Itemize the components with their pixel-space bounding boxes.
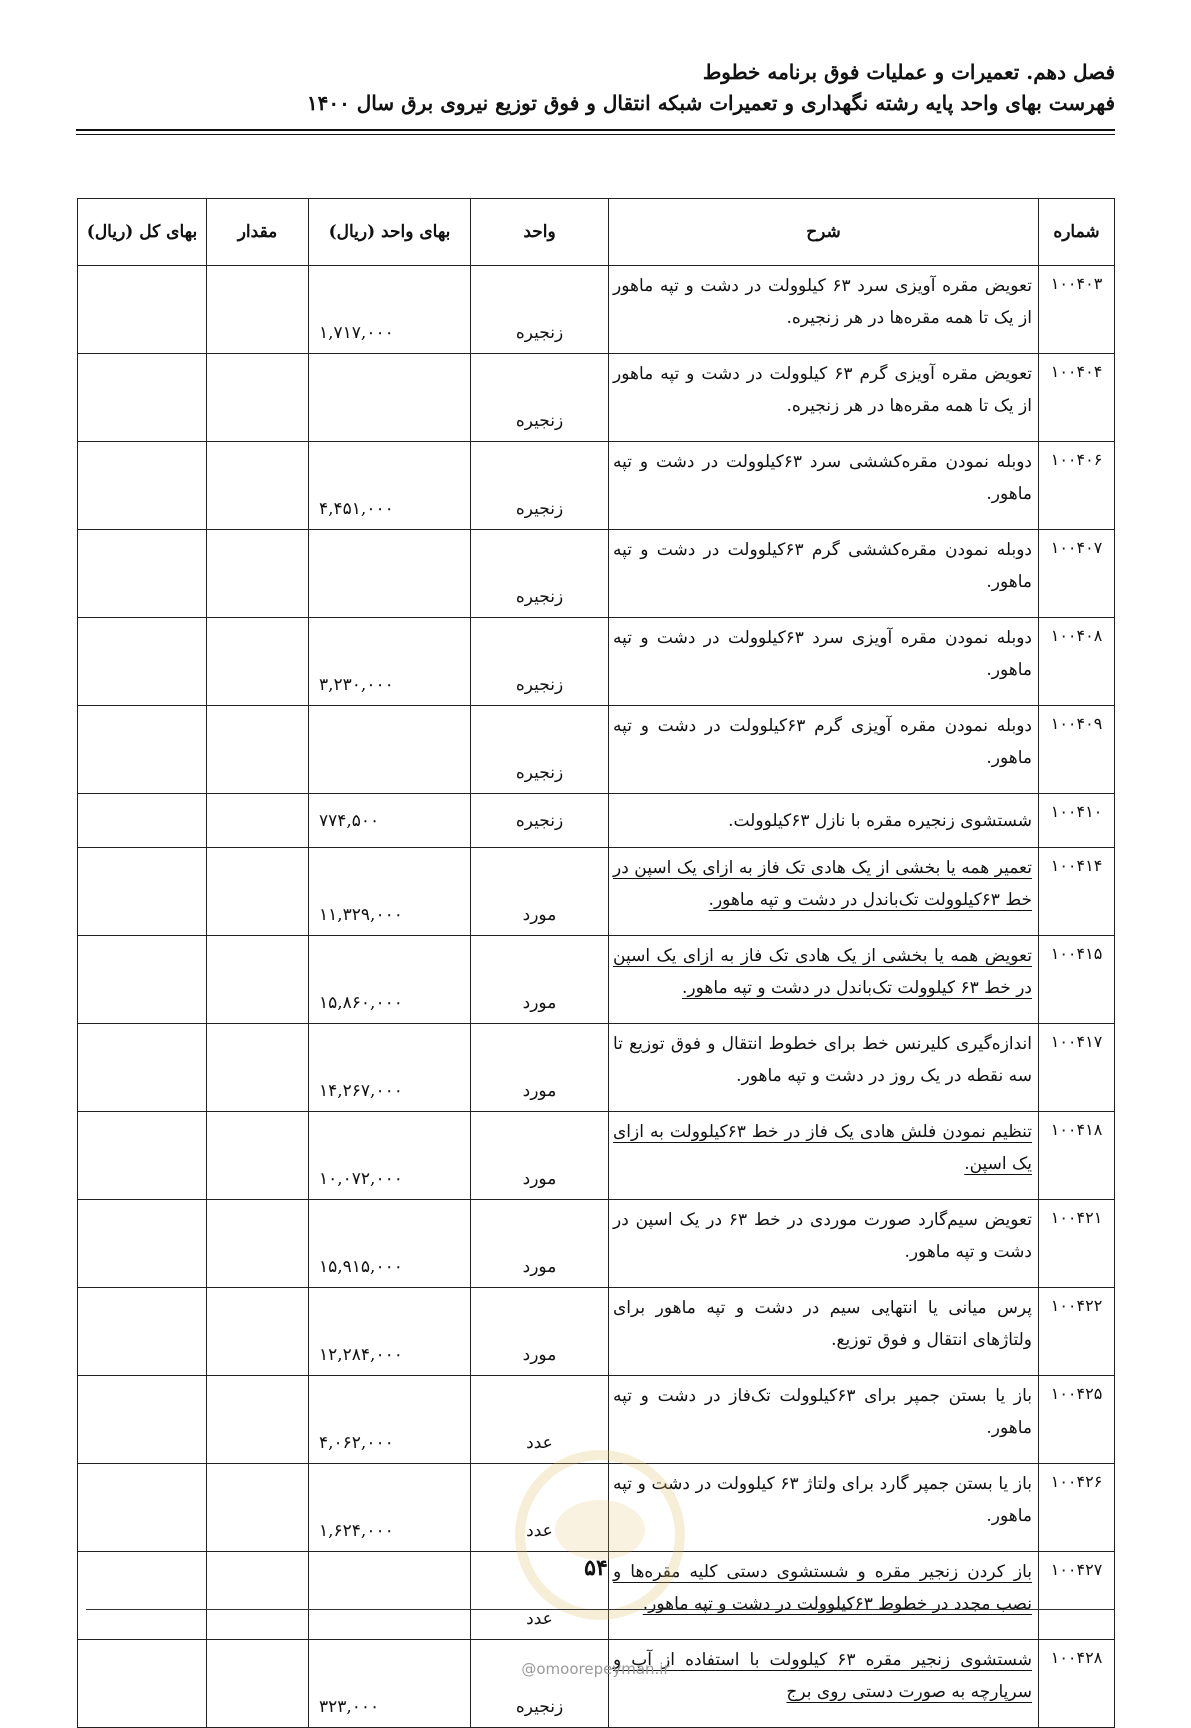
item-unit-price: ۱,۶۲۴,۰۰۰ — [309, 1464, 471, 1552]
item-quantity — [207, 1112, 309, 1200]
table-row — [78, 1200, 1115, 1288]
page-number: ۵۴ — [584, 1555, 608, 1581]
item-quantity — [207, 936, 309, 1024]
item-unit: زنجیره — [471, 354, 609, 442]
table-row — [78, 1112, 1115, 1200]
item-total — [78, 1640, 207, 1728]
item-description-text: تعمیر همه یا بخشی از یک هادی تک فاز به ازای یک اسپن در خط ۶۳کیلوولت تک‌باندل در دشت و تپه ماهور. — [613, 858, 1032, 910]
item-unit-price — [309, 706, 471, 794]
item-quantity — [207, 1200, 309, 1288]
item-quantity — [207, 1640, 309, 1728]
item-number: ۱۰۰۴۲۷ — [1039, 1552, 1115, 1640]
page-header — [76, 56, 1115, 118]
item-quantity — [207, 1024, 309, 1112]
item-quantity — [207, 794, 309, 848]
item-total — [78, 1464, 207, 1552]
item-quantity — [207, 1376, 309, 1464]
table-row — [78, 706, 1115, 794]
item-number: ۱۰۰۴۰۳ — [1039, 266, 1115, 354]
item-description: شستشوی زنجیره مقره با نازل ۶۳کیلوولت. — [609, 794, 1039, 848]
item-number: ۱۰۰۴۲۲ — [1039, 1288, 1115, 1376]
list-title: فهرست بهای واحد پایه رشته نگهداری و تعمیرات شبکه انتقال و فوق توزیع نیروی برق سال ۱۴۰۰ — [306, 91, 1115, 115]
item-quantity — [207, 1552, 309, 1640]
item-unit-price: ۱۰,۰۷۲,۰۰۰ — [309, 1112, 471, 1200]
item-quantity — [207, 442, 309, 530]
item-unit-price — [309, 530, 471, 618]
item-description: تعویض مقره آویزی گرم ۶۳ کیلوولت در دشت و تپه ماهور از یک تا همه مقره‌ها در هر زنجیره. — [609, 354, 1039, 442]
item-number: ۱۰۰۴۲۵ — [1039, 1376, 1115, 1464]
item-unit-price: ۱۵,۸۶۰,۰۰۰ — [309, 936, 471, 1024]
item-unit: زنجیره — [471, 1640, 609, 1728]
item-unit-price: ۴,۴۵۱,۰۰۰ — [309, 442, 471, 530]
item-total — [78, 706, 207, 794]
header-unit-price: بهای واحد (ریال) — [309, 199, 471, 266]
item-quantity — [207, 354, 309, 442]
item-number: ۱۰۰۴۰۸ — [1039, 618, 1115, 706]
item-unit: عدد — [471, 1376, 609, 1464]
item-unit-price: ۳,۲۳۰,۰۰۰ — [309, 618, 471, 706]
item-total — [78, 1200, 207, 1288]
table-row — [78, 1288, 1115, 1376]
item-description — [609, 848, 1039, 936]
item-unit: عدد — [471, 1464, 609, 1552]
table-row — [78, 442, 1115, 530]
chapter-title: فصل دهم. تعمیرات و عملیات فوق برنامه خطوط — [702, 60, 1115, 84]
item-unit-price: ۷۷۴,۵۰۰ — [309, 794, 471, 848]
item-unit-price: ۴,۰۶۲,۰۰۰ — [309, 1376, 471, 1464]
item-total — [78, 794, 207, 848]
item-unit: مورد — [471, 848, 609, 936]
item-unit: مورد — [471, 1288, 609, 1376]
table-row — [78, 848, 1115, 936]
item-quantity — [207, 266, 309, 354]
item-unit: مورد — [471, 936, 609, 1024]
item-description: تعویض مقره آویزی سرد ۶۳ کیلوولت در دشت و تپه ماهور از یک تا همه مقره‌ها در هر زنجیره. — [609, 266, 1039, 354]
item-description-text: تعویض همه یا بخشی از یک هادی تک فاز به ازای یک اسپن در خط ۶۳ کیلوولت تک‌باندل در دشت و تپه ماهور. — [613, 946, 1032, 998]
item-number: ۱۰۰۴۱۸ — [1039, 1112, 1115, 1200]
item-description-text: باز کردن زنجیر مقره و شستشوی دستی کلیه مقره‌ها و نصب مجدد در خطوط ۶۳کیلوولت در دشت و تپه ماهور. — [613, 1562, 1032, 1614]
item-description: باز یا بستن جمپر برای ۶۳کیلوولت تک‌فاز در دشت و تپه ماهور. — [609, 1376, 1039, 1464]
table-row — [78, 1024, 1115, 1112]
item-number: ۱۰۰۴۱۰ — [1039, 794, 1115, 848]
item-number: ۱۰۰۴۱۵ — [1039, 936, 1115, 1024]
item-quantity — [207, 618, 309, 706]
header-rule-thin — [76, 134, 1115, 135]
header-rule — [76, 129, 1115, 131]
item-total — [78, 618, 207, 706]
item-unit-price — [309, 354, 471, 442]
item-total — [78, 1376, 207, 1464]
item-total — [78, 354, 207, 442]
item-description — [609, 1112, 1039, 1200]
table-row — [78, 530, 1115, 618]
item-unit-price: ۱۲,۲۸۴,۰۰۰ — [309, 1288, 471, 1376]
item-unit-price — [309, 1552, 471, 1640]
item-description: دوبله نمودن مقره‌کششی گرم ۶۳کیلوولت در دشت و تپه ماهور. — [609, 530, 1039, 618]
item-total — [78, 848, 207, 936]
table-row — [78, 936, 1115, 1024]
item-unit: مورد — [471, 1112, 609, 1200]
table-row — [78, 266, 1115, 354]
item-number: ۱۰۰۴۰۹ — [1039, 706, 1115, 794]
site-watermark: @omoorepeyman.ir — [521, 1660, 670, 1678]
table-row — [78, 1640, 1115, 1728]
item-number: ۱۰۰۴۱۴ — [1039, 848, 1115, 936]
item-total — [78, 936, 207, 1024]
item-total — [78, 1552, 207, 1640]
header-qty: مقدار — [207, 199, 309, 266]
item-quantity — [207, 706, 309, 794]
item-description: اندازه‌گیری کلیرنس خط برای خطوط انتقال و فوق توزیع تا سه نقطه در یک روز در دشت و تپه ماهور. — [609, 1024, 1039, 1112]
watermark-seal — [515, 1450, 685, 1620]
item-unit-price: ۱۴,۲۶۷,۰۰۰ — [309, 1024, 471, 1112]
item-unit-price: ۳۲۳,۰۰۰ — [309, 1640, 471, 1728]
footer-rule — [86, 1609, 1115, 1610]
item-unit: مورد — [471, 1024, 609, 1112]
item-number: ۱۰۰۴۰۷ — [1039, 530, 1115, 618]
item-total — [78, 442, 207, 530]
item-unit: زنجیره — [471, 618, 609, 706]
item-total — [78, 1112, 207, 1200]
item-number: ۱۰۰۴۱۷ — [1039, 1024, 1115, 1112]
item-description: تعویض سیم‌گارد صورت موردی در خط ۶۳ در یک اسپن در دشت و تپه ماهور. — [609, 1200, 1039, 1288]
table-row — [78, 354, 1115, 442]
item-unit: عدد — [471, 1552, 609, 1640]
item-unit-price: ۱۱,۳۲۹,۰۰۰ — [309, 848, 471, 936]
item-description: دوبله نمودن مقره‌کششی سرد ۶۳کیلوولت در دشت و تپه ماهور. — [609, 442, 1039, 530]
item-description: دوبله نمودن مقره آویزی گرم ۶۳کیلوولت در دشت و تپه ماهور. — [609, 706, 1039, 794]
item-unit-price: ۱,۷۱۷,۰۰۰ — [309, 266, 471, 354]
item-total — [78, 1288, 207, 1376]
item-number: ۱۰۰۴۲۱ — [1039, 1200, 1115, 1288]
item-unit-price: ۱۵,۹۱۵,۰۰۰ — [309, 1200, 471, 1288]
header-no: شماره — [1039, 199, 1115, 266]
header-total: بهای کل (ریال) — [78, 199, 207, 266]
item-total — [78, 1024, 207, 1112]
item-unit: زنجیره — [471, 442, 609, 530]
item-description: باز یا بستن جمپر گارد برای ولتاژ ۶۳ کیلوولت در دشت و تپه ماهور. — [609, 1464, 1039, 1552]
item-total — [78, 530, 207, 618]
item-number: ۱۰۰۴۰۶ — [1039, 442, 1115, 530]
item-unit: زنجیره — [471, 530, 609, 618]
table-header-row — [78, 199, 1115, 266]
item-quantity — [207, 848, 309, 936]
item-number: ۱۰۰۴۰۴ — [1039, 354, 1115, 442]
item-description: پرس میانی یا انتهایی سیم در دشت و تپه ماهور برای ولتاژهای انتقال و فوق توزیع. — [609, 1288, 1039, 1376]
item-quantity — [207, 1464, 309, 1552]
item-description-text: تنظیم نمودن فلش هادی یک فاز در خط ۶۳کیلوولت به ازای یک اسپن. — [613, 1122, 1032, 1174]
item-unit: زنجیره — [471, 706, 609, 794]
header-desc: شرح — [609, 199, 1039, 266]
item-quantity — [207, 530, 309, 618]
item-quantity — [207, 1288, 309, 1376]
item-description: دوبله نمودن مقره آویزی سرد ۶۳کیلوولت در دشت و تپه ماهور. — [609, 618, 1039, 706]
item-unit: زنجیره — [471, 794, 609, 848]
item-total — [78, 266, 207, 354]
item-description-text: شستشوی زنجیر مقره ۶۳ کیلوولت با استفاده از آب و سرپارچه به صورت دستی روی برج — [613, 1650, 1032, 1702]
item-number: ۱۰۰۴۲۶ — [1039, 1464, 1115, 1552]
item-unit: زنجیره — [471, 266, 609, 354]
table-row — [78, 618, 1115, 706]
item-description — [609, 936, 1039, 1024]
table-row — [78, 794, 1115, 848]
item-number: ۱۰۰۴۲۸ — [1039, 1640, 1115, 1728]
header-unit: واحد — [471, 199, 609, 266]
item-unit: مورد — [471, 1200, 609, 1288]
item-description — [609, 1640, 1039, 1728]
